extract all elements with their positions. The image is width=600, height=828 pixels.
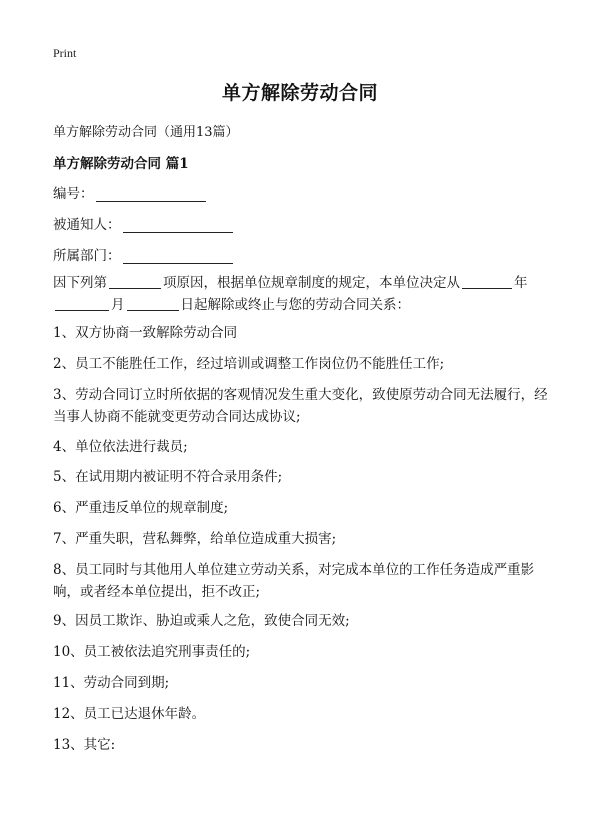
department-field bbox=[53, 244, 233, 264]
list-item: 5、在试用期内被证明不符合录用条件; bbox=[53, 469, 283, 485]
intro-part5: 日起解除或终止与您的劳动合同关系： bbox=[180, 297, 410, 313]
document-subtitle: 单方解除劳动合同（通用13篇） bbox=[53, 125, 239, 140]
intro-part2: 项原因，根据单位规章制度的规定，本单位决定从 bbox=[163, 275, 460, 291]
notified-blank bbox=[123, 217, 233, 233]
number-field bbox=[53, 182, 206, 202]
notified-field bbox=[53, 213, 233, 233]
number-label: 编号： bbox=[53, 186, 94, 202]
list-item: 6、严重违反单位的规章制度; bbox=[53, 500, 229, 516]
intro-paragraph bbox=[53, 272, 553, 316]
intro-part1: 因下列第 bbox=[53, 275, 107, 291]
list-item: 11、劳动合同到期; bbox=[53, 675, 170, 691]
list-item: 13、其它: bbox=[53, 737, 116, 753]
list-item: 8、员工同时与其他用人单位建立劳动关系，对完成本单位的工作任务造成严重影响，或者经本单位提出，拒不改正; bbox=[53, 562, 535, 600]
notified-label: 被通知人： bbox=[53, 217, 121, 233]
list-item: 7、严重失职，营私舞弊，给单位造成重大损害; bbox=[53, 531, 337, 547]
reason-blank bbox=[109, 274, 161, 289]
number-blank bbox=[96, 186, 206, 202]
list-item: 10、员工被依法追究刑事责任的; bbox=[53, 644, 251, 660]
section-heading: 单方解除劳动合同 篇1 bbox=[53, 156, 189, 172]
document-title: 单方解除劳动合同 bbox=[221, 82, 378, 104]
intro-part3: 年 bbox=[514, 275, 528, 291]
day-blank bbox=[127, 296, 179, 311]
year-blank bbox=[462, 274, 512, 289]
print-label: Print bbox=[53, 46, 77, 60]
list-item: 12、员工已达退休年龄。 bbox=[53, 706, 206, 722]
month-prefix-blank bbox=[55, 296, 109, 311]
list-item: 2、员工不能胜任工作，经过培训或调整工作岗位仍不能胜任工作; bbox=[53, 356, 445, 372]
list-item: 4、单位依法进行裁员; bbox=[53, 439, 188, 455]
list-item: 3、劳动合同订立时所依据的客观情况发生重大变化，致使原劳动合同无法履行，经当事人协商不能就变更劳动合同达成协议; bbox=[53, 387, 548, 425]
list-item: 1、双方协商一致解除劳动合同 bbox=[53, 325, 238, 341]
intro-part4: 月 bbox=[111, 297, 125, 313]
department-blank bbox=[123, 248, 233, 264]
department-label: 所属部门： bbox=[53, 248, 121, 264]
list-item: 9、因员工欺诈、胁迫或乘人之危，致使合同无效; bbox=[53, 613, 350, 629]
